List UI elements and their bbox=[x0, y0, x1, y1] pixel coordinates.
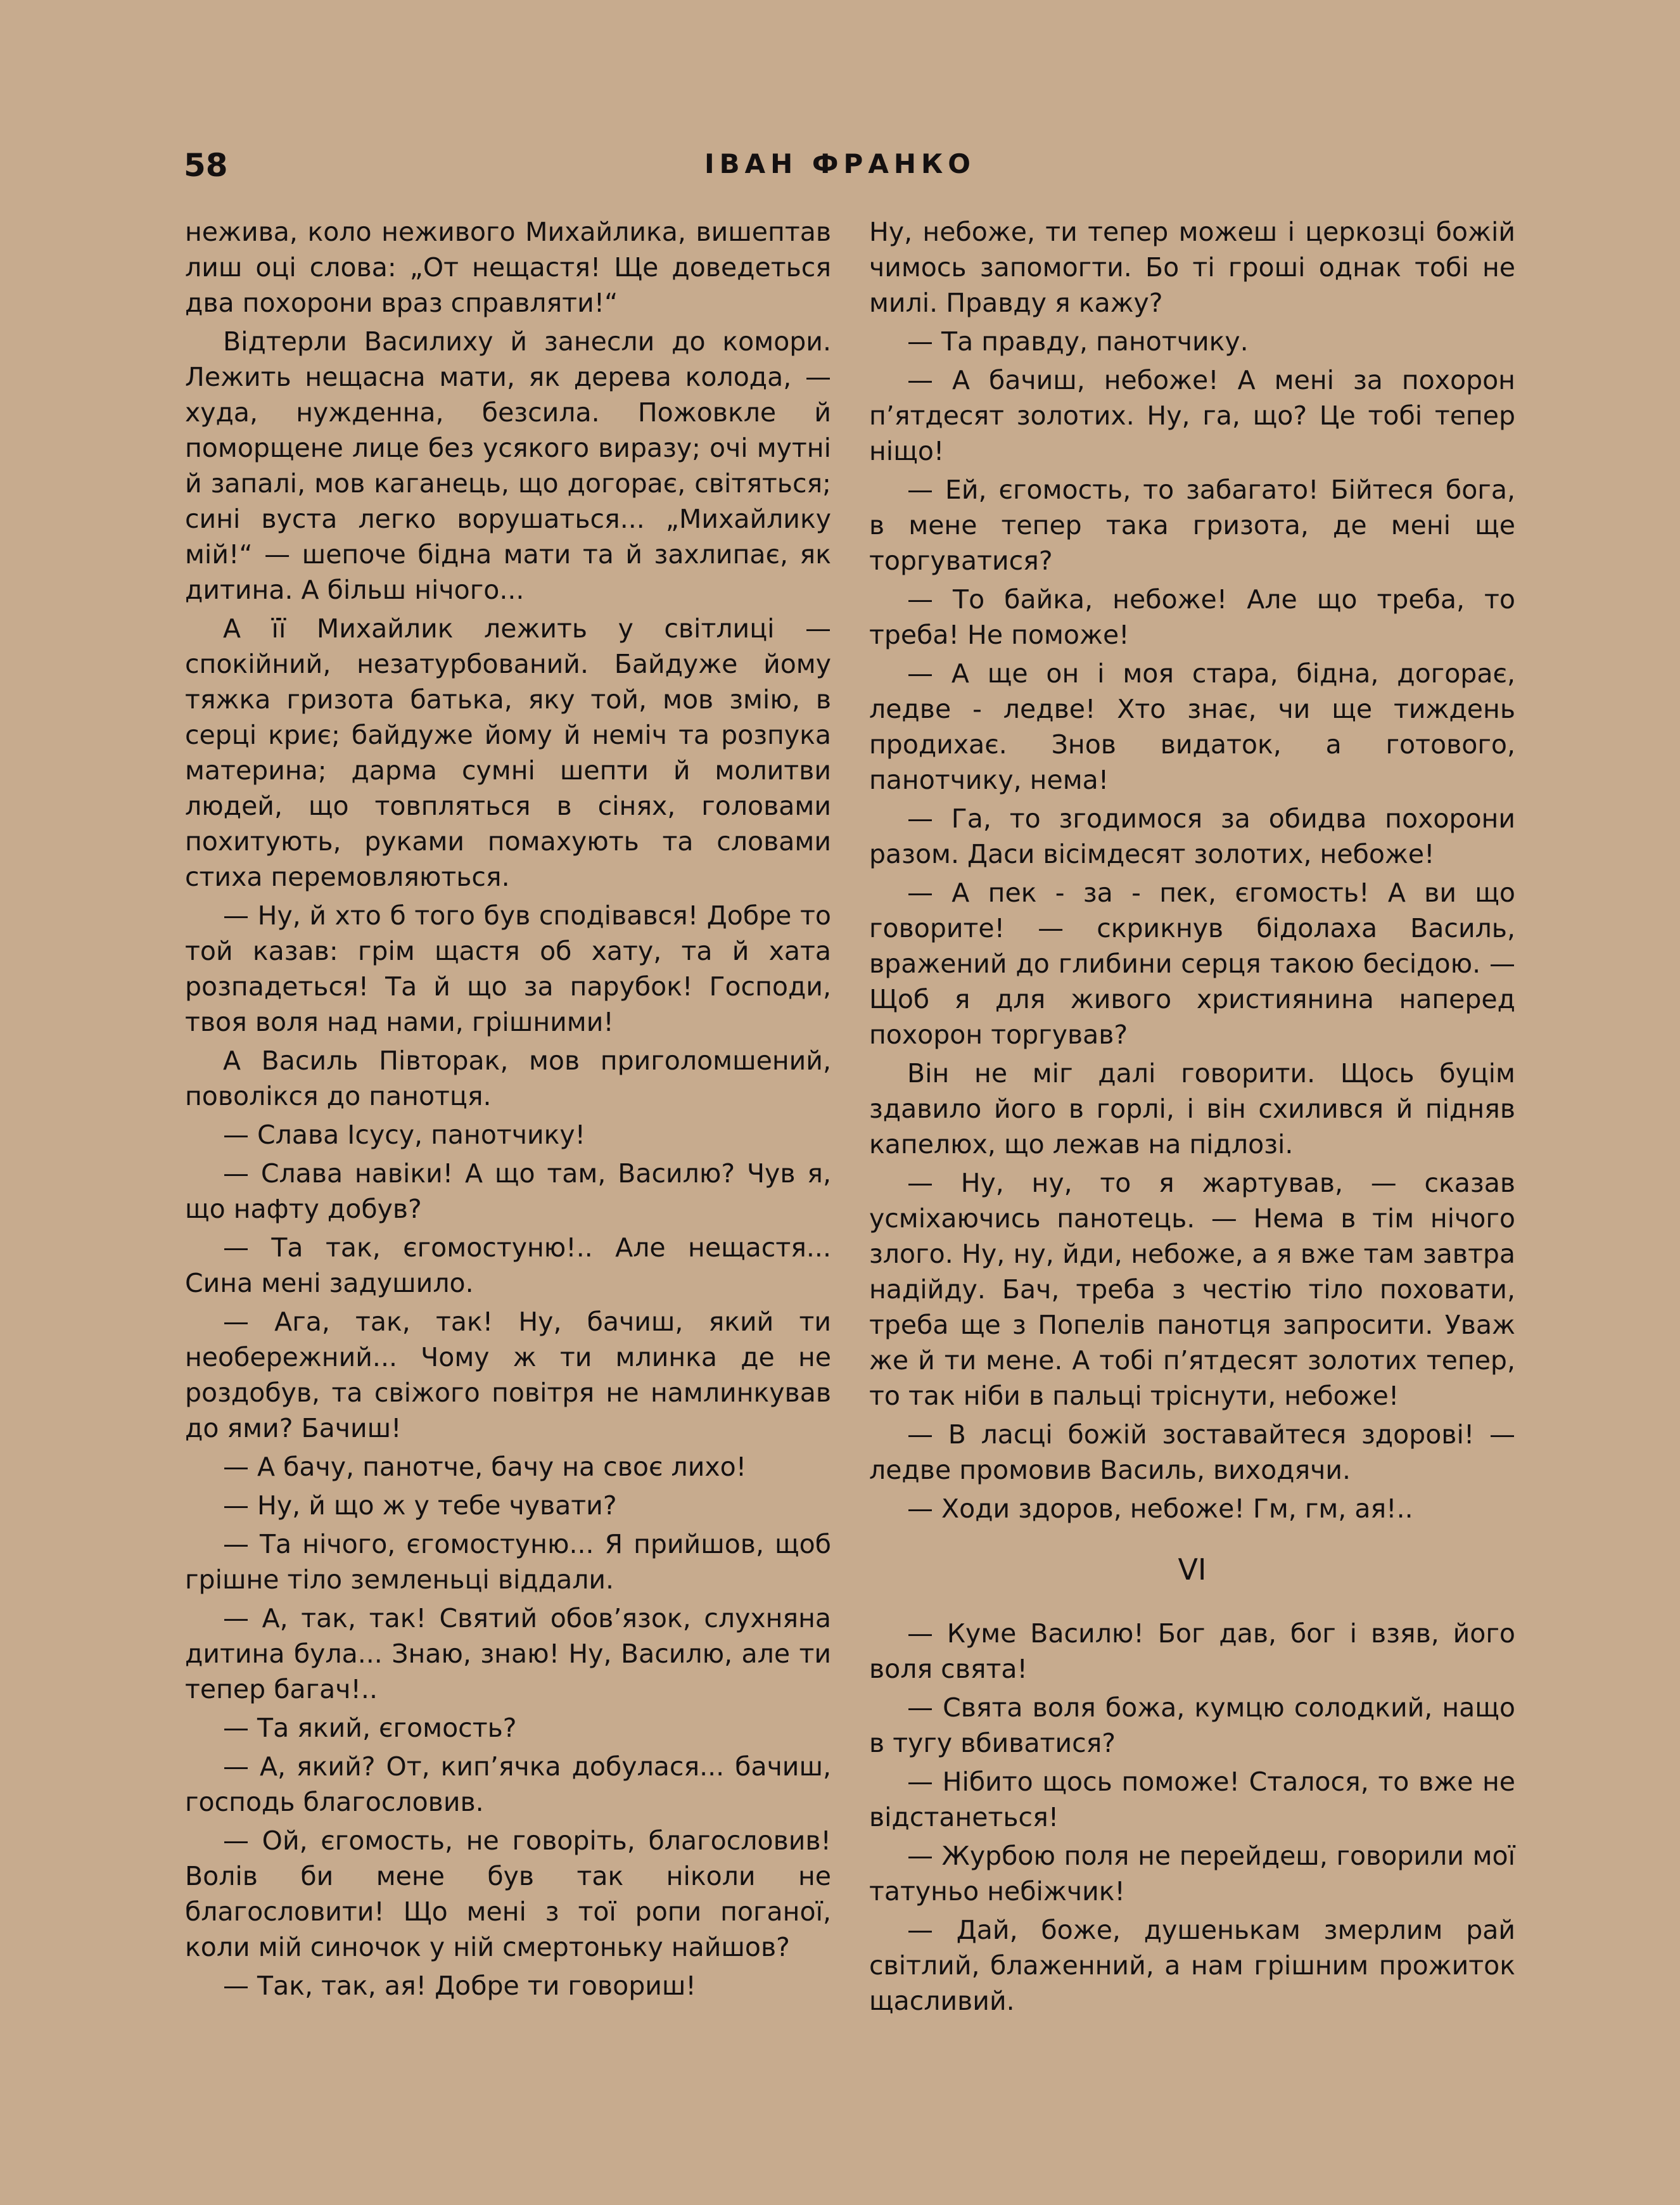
paragraph: — Дай, боже, душенькам змерлим рай світлий, блаженний, а нам грішним прожиток щасливий. bbox=[869, 1915, 1515, 2016]
paragraph: Ну, небоже, ти тепер можеш і церкозці божій чимось запомогти. Бо ті гроші однак тобі не милі. Правду я кажу? bbox=[869, 217, 1515, 318]
paragraph: — Ходи здоров, небоже! Гм, гм, ая!.. bbox=[907, 1493, 1413, 1524]
left-column bbox=[185, 214, 831, 2007]
paragraph: — Куме Василю! Бог дав, бог і взяв, його воля свята! bbox=[869, 1618, 1515, 1684]
paragraph: — Нібито щось поможе! Сталося, то вже не відстанеться! bbox=[869, 1767, 1515, 1832]
right-column bbox=[869, 214, 1515, 2022]
running-title: ІВАН ФРАНКО bbox=[704, 148, 976, 179]
paragraph: — А, який? От, кип’ячка добулася... бачиш, господь благословив. bbox=[185, 1751, 831, 1817]
paragraph: — Свята воля божа, кумцю солодкий, нащо в тугу вбиватися? bbox=[869, 1692, 1515, 1758]
paragraph: — Га, то згодимося за обидва похорони разом. Даси вісімдесят золотих, небоже! bbox=[869, 803, 1515, 869]
paragraph: Він не міг далі говорити. Щось буцім здавило його в горлі, і він схилився й підняв капелюх, що лежав на підлозі. bbox=[869, 1058, 1515, 1160]
paragraph: — Та правду, панотчику. bbox=[907, 326, 1249, 357]
page-number: 58 bbox=[184, 147, 228, 184]
paragraph: — Ну, ну, то я жартував, — сказав усміхаючись панотець. — Нема в тім нічого злого. Ну, ну, йди, небоже, а я вже там завтра надійду. Бач, треба з честію тіло поховати, треба ще з Попелів панотця запросити. Уваж же й ти мене. А тобі п’ятдесят золотих тепер, то так ніби в пальці тріснути, небоже! bbox=[869, 1168, 1515, 1411]
paragraph: — Так, так, ая! Добре ти говориш! bbox=[223, 1971, 696, 2001]
paragraph: — Та який, єгомость? bbox=[223, 1713, 517, 1743]
paragraph: — Ей, єгомость, то забагато! Бійтеся бога, в мене тепер така гризота, де мені ще торгуватися? bbox=[869, 475, 1515, 576]
paragraph: — А бачиш, небоже! А мені за похорон п’ятдесят золотих. Ну, га, що? Це тобі тепер ніщо! bbox=[869, 365, 1515, 466]
paragraph: — То байка, небоже! Але що треба, то треба! Не поможе! bbox=[869, 584, 1515, 650]
paragraph: — А бачу, панотче, бачу на своє лихо! bbox=[223, 1452, 747, 1482]
paragraph: — Та так, єгомостуню!.. Але нещастя... Сина мені задушило. bbox=[185, 1232, 831, 1298]
paragraph: А Василь Півторак, мов приголомшений, поволікся до панотця. bbox=[185, 1045, 831, 1111]
paragraph: — Та нічого, єгомостуню... Я прийшов, щоб грішне тіло земленьці віддали. bbox=[185, 1529, 831, 1595]
paragraph: — Слава Ісусу, панотчику! bbox=[223, 1120, 586, 1150]
paragraph: — Ой, єгомость, не говоріть, благословив! Волів би мене був так ніколи не благословити! Що мені з тої ропи поганої, коли мій синочок у ній смертоньку найшов? bbox=[185, 1825, 831, 1962]
paragraph: нежива, коло неживого Михайлика, вишептав лиш оці слова: „От нещастя! Ще доведеться два похорони враз справляти!“ bbox=[185, 217, 831, 318]
section-number: VI bbox=[1178, 1552, 1207, 1587]
paragraph: Відтерли Василиху й занесли до комори. Лежить нещасна мати, як дерева колода, — худа, нужденна, безсила. Пожовкле й поморщене лице без усякого виразу; очі мутні й запалі, мов каганець, що догорає, світяться; сині вуста легко ворушаться... „Михайлику мій!“ — шепоче бідна мати та й захлипає, як дитина. А більш нічого... bbox=[185, 326, 831, 605]
paragraph: — Ну, й хто б того був сподівався! Добре то той казав: грім щастя об хату, та й хата розпадеться! Та й що за парубок! Господи, твоя воля над нами, грішними! bbox=[185, 900, 831, 1037]
paragraph: — А ще он і моя стара, бідна, догорає, ледве - ледве! Хто знає, чи ще тиждень продихає. Знов видаток, а готового, панотчику, нема! bbox=[869, 658, 1515, 795]
paragraph: — Ага, так, так! Ну, бачиш, який ти необережний... Чому ж ти млинка де не роздобув, та свіжого повітря не намлинкував до ями? Бачиш! bbox=[185, 1307, 831, 1443]
paragraph: — Слава навіки! А що там, Василю? Чув я, що нафту добув? bbox=[185, 1158, 831, 1224]
paragraph: — В ласці божій зоставайтеся здорові! — ледве промовив Василь, виходячи. bbox=[869, 1419, 1515, 1485]
paragraph: А її Михайлик лежить у світлиці — спокійний, незатурбований. Байдуже йому тяжка гризота батька, яку той, мов змію, в серці криє; байдуже йому й неміч та розпука материна; дарма сумні шепти й молитви людей, що товпляться в сінях, головами похитують, руками помахують та словами стиха перемовляються. bbox=[185, 613, 831, 892]
paragraph: — А пек - за - пек, єгомость! А ви що говорите! — скрикнув бідолаха Василь, вражений до глибини серця такою бесідою. — Щоб я для живого християнина наперед похорон торгував? bbox=[869, 878, 1515, 1050]
paragraph: — Журбою поля не перейдеш, говорили мої татуньо небіжчик! bbox=[869, 1841, 1515, 1907]
paragraph: — А, так, так! Святий обов’язок, слухняна дитина була... Знаю, знаю! Ну, Василю, але ти тепер багач!.. bbox=[185, 1603, 831, 1704]
paragraph: — Ну, й що ж у тебе чувати? bbox=[223, 1490, 617, 1521]
